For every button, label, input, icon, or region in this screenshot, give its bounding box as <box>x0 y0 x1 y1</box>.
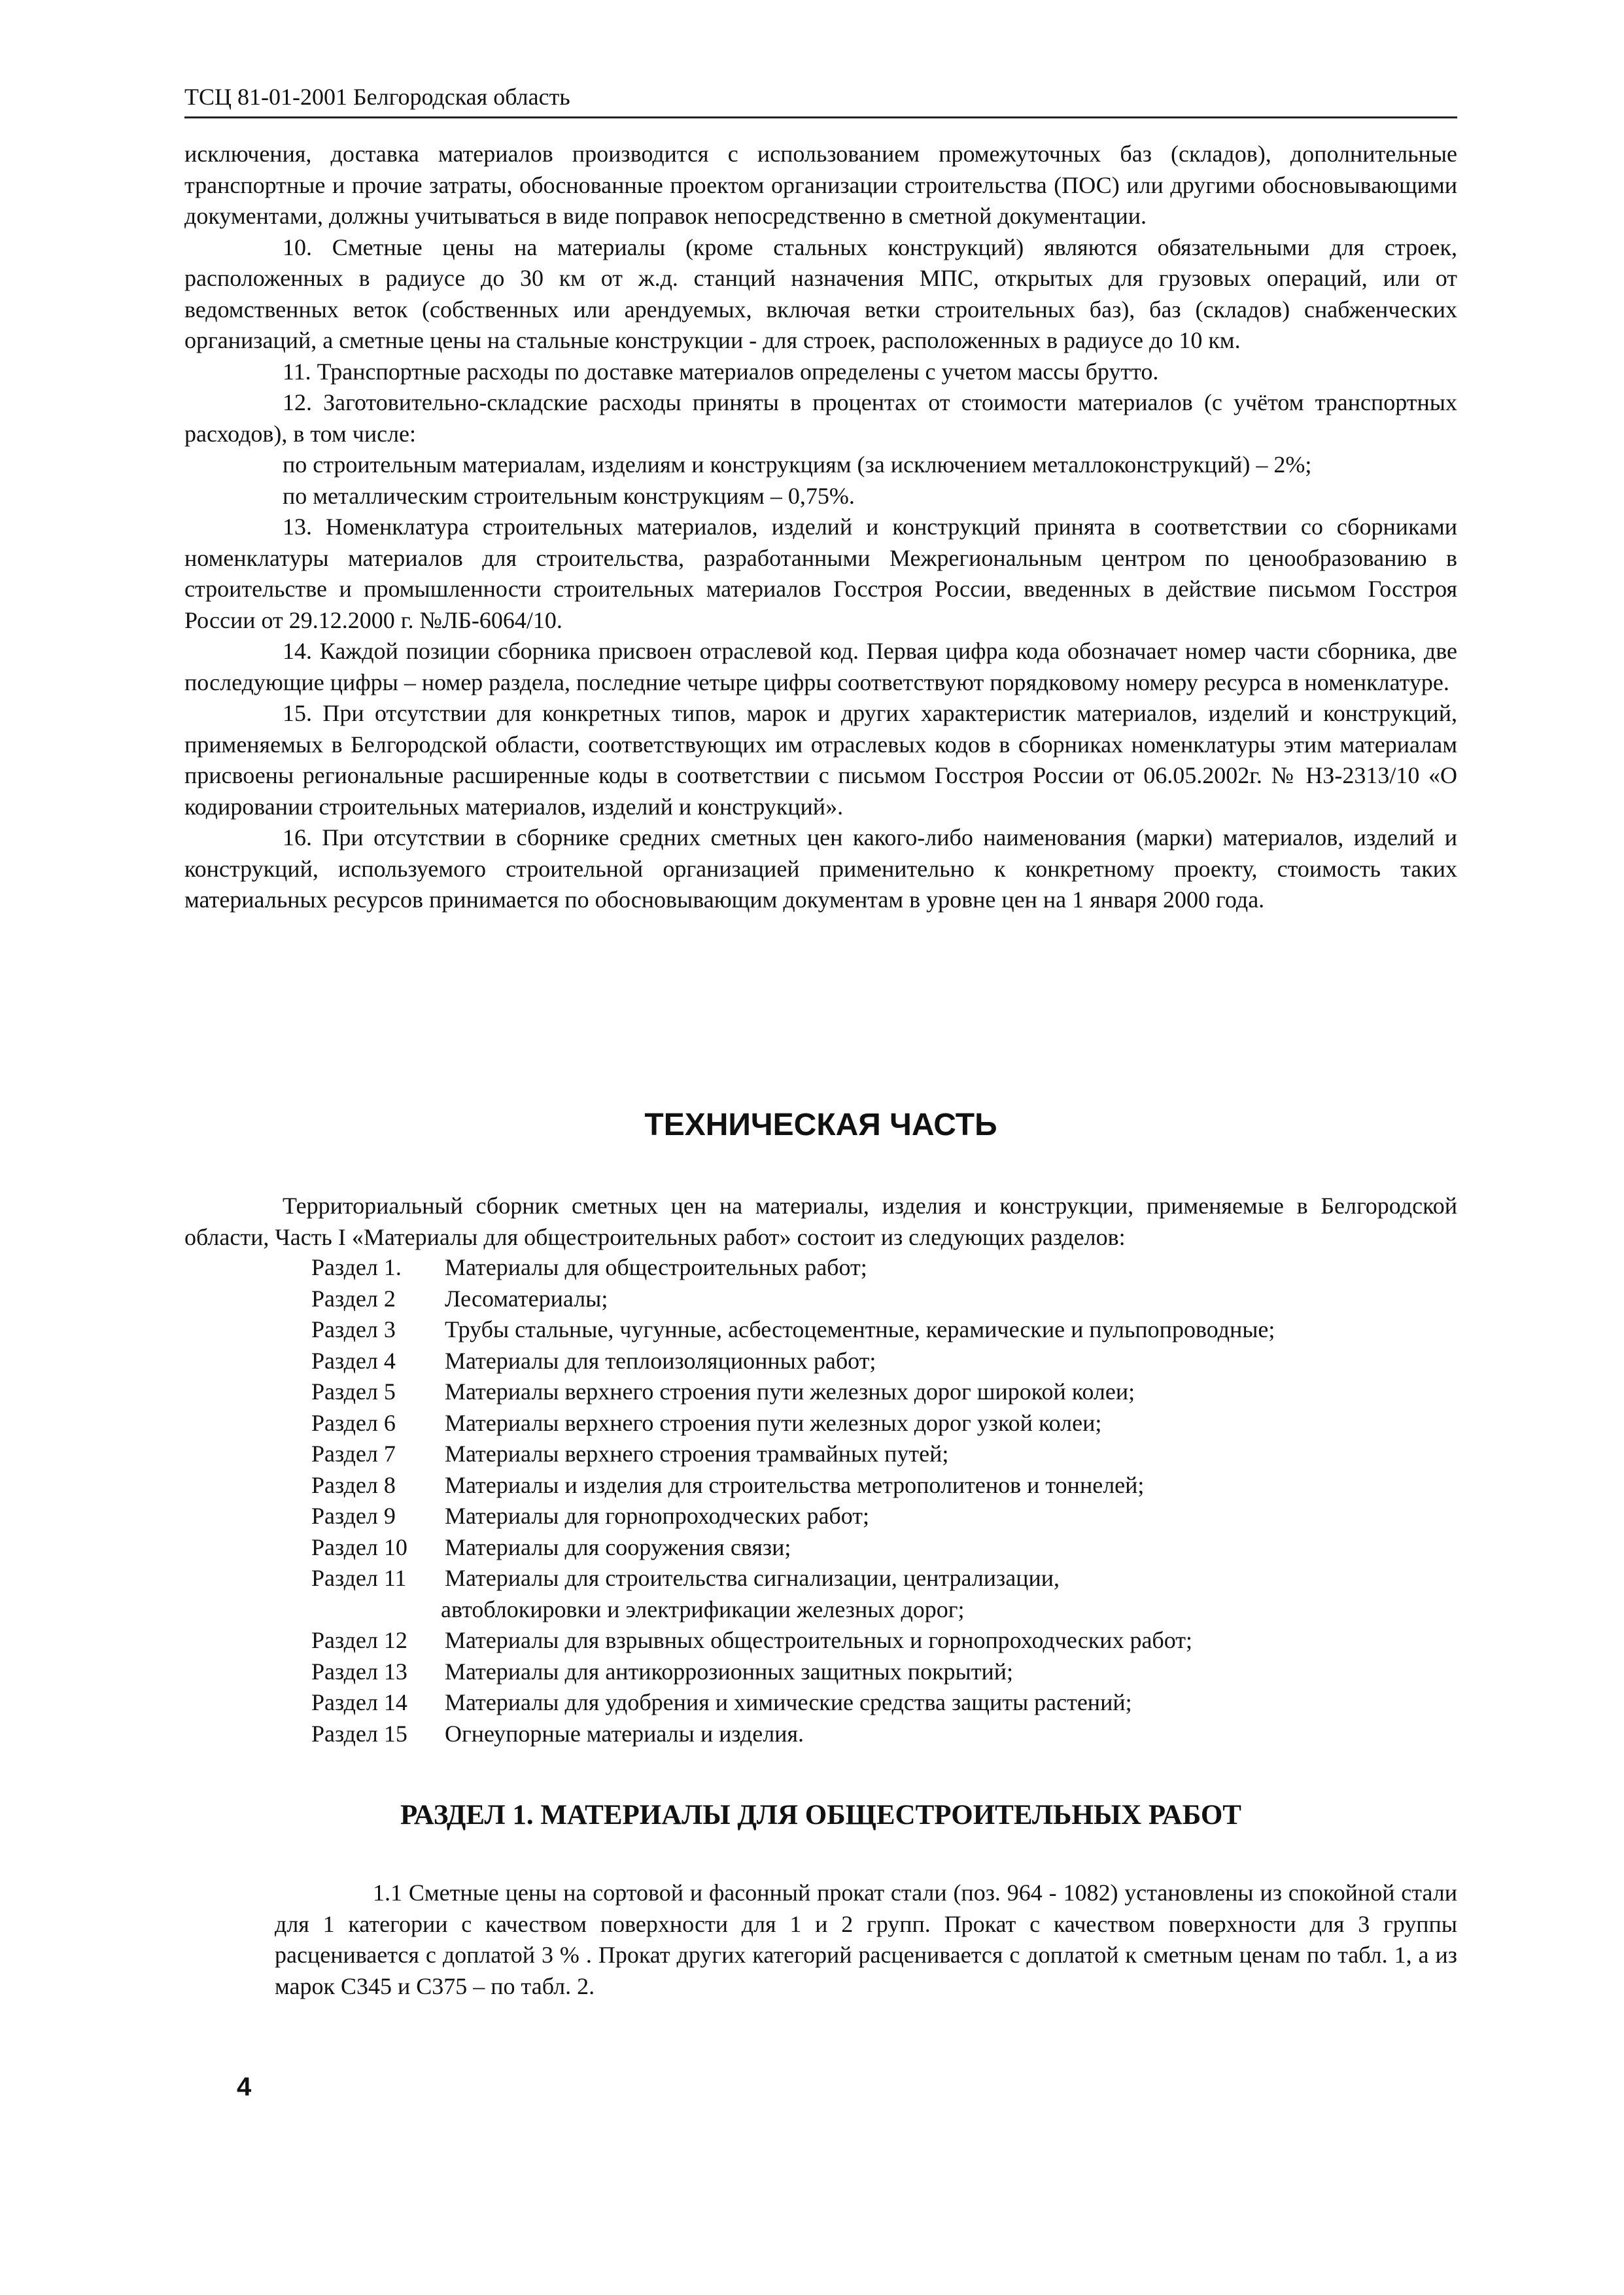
section-text: Материалы для строительства сигнализации, централизации, <box>445 1565 1060 1591</box>
section-item <box>311 1563 1462 1594</box>
section-text: Материалы и изделия для строительства метрополитенов и тоннелей; <box>445 1471 1145 1498</box>
technical-intro-text: Территориальный сборник сметных цен на материалы, изделия и конструкции, применяемые в Белгородской области, Часть I «Материалы для общестроительных работ» состоит из следующих разделов: <box>184 1193 1457 1250</box>
section-text: Материалы для теплоизоляционных работ; <box>445 1347 876 1374</box>
section-text: Материалы для антикоррозионных защитных покрытий; <box>445 1658 1014 1685</box>
section-item <box>311 1501 1462 1532</box>
section-item <box>311 1314 1462 1346</box>
section-label: Раздел 5 <box>311 1378 396 1405</box>
section-text-continuation: автоблокировки и электрификации железных дорог; <box>441 1596 965 1622</box>
section-text: Огнеупорные материалы и изделия. <box>445 1720 804 1747</box>
section-label: Раздел 13 <box>311 1658 407 1685</box>
section-text: Материалы верхнего строения пути железных дорог узкой колеи; <box>445 1409 1102 1436</box>
paragraph-1-1: 1.1 Сметные цены на сортовой и фасонный прокат стали (поз. 964 - 1082) установлены из спокойной стали для 1 категории с качеством поверхности для 1 и 2 групп. Прокат с качеством поверхности для 3 группы расценивается с доплатой 3 % . Прокат других категорий расценивается с доплатой к сметным ценам по табл. 1, а из марок С345 и С375 – по табл. 2. <box>275 1880 1457 1999</box>
section-item <box>311 1719 1462 1750</box>
sections-list <box>311 1252 1462 1749</box>
section-item <box>311 1284 1462 1315</box>
section-text: Материалы для общестроительных работ; <box>445 1254 867 1280</box>
section-label: Раздел 7 <box>311 1441 396 1467</box>
section-heading-razdel-1: РАЗДЕЛ 1. МАТЕРИАЛЫ ДЛЯ ОБЩЕСТРОИТЕЛЬНЫХ РАБОТ <box>400 1800 1241 1831</box>
paragraph-14: 14. Каждой позиции сборника присвоен отраслевой код. Первая цифра кода обозначает номер части сборника, две последующие цифры – номер раздела, последние четыре цифры соответствуют порядковому номеру ресурса в номенклатуре. <box>184 638 1457 695</box>
paragraph-16: 16. При отсутствии в сборнике средних сметных цен какого-либо наименования (марки) материалов, изделий и конструкций, используемого строительной организацией применительно к конкретному проекту, стоимость таких материальных ресурсов принимается по обосновывающим документам в уровне цен на 1 января 2000 года. <box>184 824 1457 913</box>
paragraph-12-item: по металлическим строительным конструкциям – 0,75%. <box>283 482 855 509</box>
section-label: Раздел 10 <box>311 1533 407 1560</box>
paragraph-13: 13. Номенклатура строительных материалов, изделий и конструкций принята в соответствии со сборниками номенклатуры материалов для строительства, разработанными Межрегиональным центром по ценообразованию в строительстве и промышленности строительных материалов Госстроя России, введенных в действие письмом Госстроя России от 29.12.2000 г. №ЛБ-6064/10. <box>184 514 1457 633</box>
section-label: Раздел 2 <box>311 1285 396 1312</box>
body-text <box>184 139 1457 916</box>
section-item <box>311 1439 1462 1470</box>
section-text: Лесоматериалы; <box>445 1285 608 1312</box>
page-number: 4 <box>237 2073 252 2101</box>
section-item <box>311 1656 1462 1688</box>
paragraph-12-item: по строительным материалам, изделиям и конструкциям (за исключением металлоконструкций) – 2%; <box>283 451 1312 478</box>
section-label: Раздел 3 <box>311 1316 396 1342</box>
paragraph-12: 12. Заготовительно-складские расходы приняты в процентах от стоимости материалов (с учётом транспортных расходов), в том числе: <box>184 389 1457 447</box>
section-text: Материалы верхнего строения пути железных дорог широкой колеи; <box>445 1378 1135 1405</box>
section-item <box>311 1687 1462 1719</box>
section-text: Материалы верхнего строения трамвайных путей; <box>445 1441 949 1467</box>
section-label: Раздел 4 <box>311 1347 396 1374</box>
section-label: Раздел 11 <box>311 1565 407 1591</box>
section-label: Раздел 6 <box>311 1409 396 1436</box>
section-item <box>311 1625 1462 1656</box>
section-label: Раздел 8 <box>311 1471 396 1498</box>
razdel-1-body <box>275 1878 1457 2002</box>
section-label: Раздел 9 <box>311 1503 396 1529</box>
technical-intro <box>184 1191 1457 1253</box>
section-item <box>311 1376 1462 1408</box>
section-text: Материалы для взрывных общестроительных и горнопроходческих работ; <box>445 1627 1192 1653</box>
section-text: Трубы стальные, чугунные, асбестоцементные, керамические и пульпопроводные; <box>445 1316 1275 1342</box>
section-item <box>311 1470 1462 1501</box>
paragraph-15: 15. При отсутствии для конкретных типов, марок и других характеристик материалов, изделий и конструкций, применяемых в Белгородской области, соответствующих им отраслевых кодов в сборниках номенклатуры этим материалам присвоены региональные расширенные коды в соответствии с письмом Госстроя России от 06.05.2002г. № НЗ-2313/10 «О кодировании строительных материалов, изделий и конструкций». <box>184 700 1457 820</box>
paragraph: исключения, доставка материалов производится с использованием промежуточных баз (складов), дополнительные транспортные и прочие затраты, обоснованные проектом организации строительства (ПОС) или другими обосновывающими документами, должны учитываться в виде поправок непосредственно в сметной документации. <box>184 141 1457 229</box>
running-header: ТСЦ 81-01-2001 Белгородская область <box>184 77 1457 118</box>
section-item <box>311 1532 1462 1564</box>
section-label: Раздел 1. <box>311 1254 402 1280</box>
section-text: Материалы для сооружения связи; <box>445 1533 791 1560</box>
section-text: Материалы для удобрения и химические средства защиты растений; <box>445 1689 1132 1715</box>
section-text: Материалы для горнопроходческих работ; <box>445 1503 870 1529</box>
paragraph-11: 11. Транспортные расходы по доставке материалов определены с учетом массы брутто. <box>283 358 1159 385</box>
section-item <box>311 1346 1462 1377</box>
section-heading-technical: ТЕХНИЧЕСКАЯ ЧАСТЬ <box>644 1108 997 1142</box>
section-item <box>311 1408 1462 1439</box>
paragraph-10: 10. Сметные цены на материалы (кроме стальных конструкций) являются обязательными для строек, расположенных в радиусе до 30 км от ж.д. станций назначения МПС, открытых для грузовых операций, или от ведомственных веток (собственных или арендуемых, включая ветки строительных баз), баз (складов) снабженческих организаций, а сметные цены на стальные конструкции - для строек, расположенных в радиусе до 10 км. <box>184 234 1457 353</box>
section-item <box>311 1252 1462 1284</box>
section-label: Раздел 12 <box>311 1627 407 1653</box>
section-label: Раздел 14 <box>311 1689 407 1715</box>
section-label: Раздел 15 <box>311 1720 407 1747</box>
